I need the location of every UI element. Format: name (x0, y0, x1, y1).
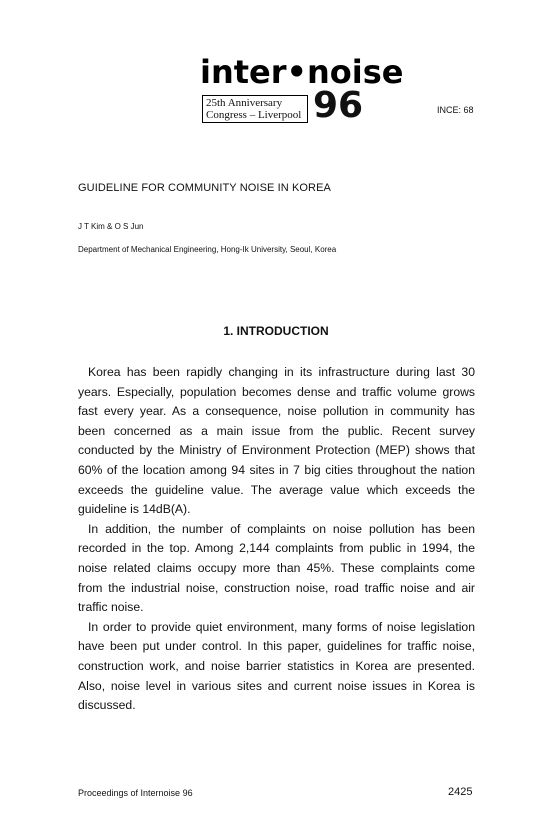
section-heading: 1. INTRODUCTION (223, 324, 329, 338)
paper-affiliation: Department of Mechanical Engineering, Hong-Ik University, Seoul, Korea (78, 245, 337, 254)
body-text (78, 363, 475, 716)
logo-number: 96 (313, 85, 364, 126)
ince-reference: INCE: 68 (437, 105, 474, 115)
paragraph-1: Korea has been rapidly changing in its infrastructure during last 30 years. Especially, population becomes dense and traffic volume grows fast every year. As a consequence, noise pollution in community has been concerned as a main issue from the public. Recent survey conducted by the Ministry of Environment Protection (MEP) shows that 60% of the location among 94 sites in 7 big cities throughout the nation exceeds the guideline value. The average value which exceeds the guideline is 14dB(A). (78, 365, 475, 517)
logo-line-1: 25th Anniversary (206, 97, 283, 109)
conference-logo (200, 52, 404, 126)
footer-proceedings: Proceedings of Internoise 96 (78, 788, 193, 798)
logo-anniversary-box (202, 95, 308, 123)
paragraph-3: In order to provide quiet environment, many forms of noise legislation have been put under control. In this paper, guidelines for traffic noise, construction work, and noise barrier statistics in Korea are presented. Also, noise level in various sites and current noise issues in Korea is discussed. (78, 619, 475, 713)
paper-authors: J T Kim & O S Jun (78, 222, 144, 231)
logo-line-2: Congress – Liverpool (206, 109, 302, 121)
logo-wordmark: inter•noise (200, 53, 404, 91)
paragraph-2: In addition, the number of complaints on noise pollution has been recorded in the top. Among 2,144 complaints from public in 1994, the noise related claims occupy more than 45%. These complaints come from the industrial noise, construction noise, road traffic noise and air traffic noise. (78, 521, 475, 615)
paper-title: GUIDELINE FOR COMMUNITY NOISE IN KOREA (78, 182, 331, 194)
page-number: 2425 (448, 786, 473, 798)
